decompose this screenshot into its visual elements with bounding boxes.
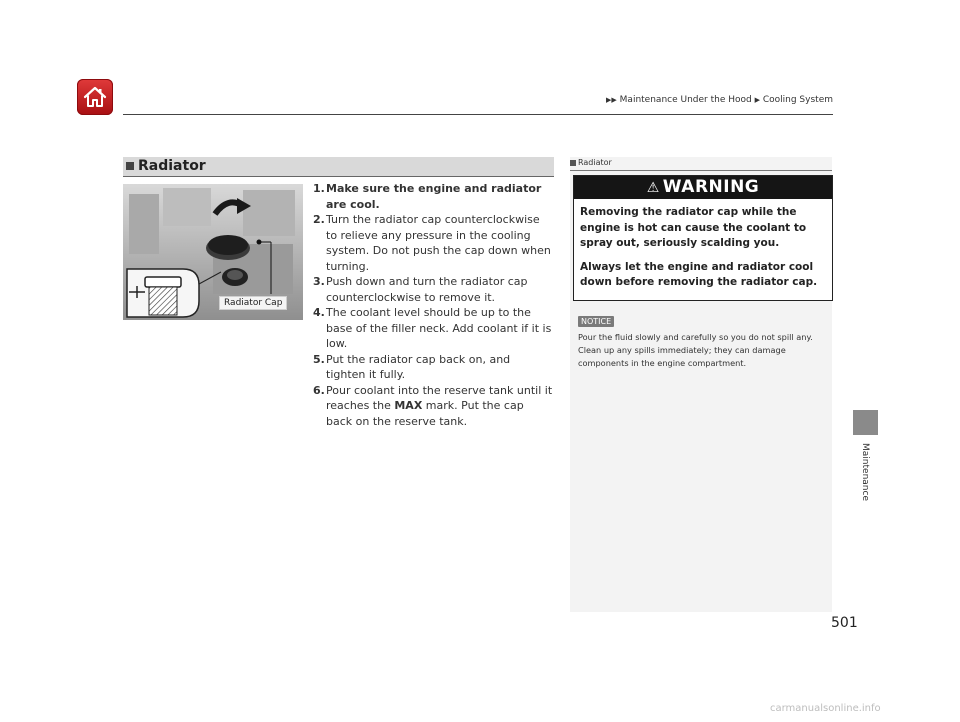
warning-box <box>573 175 833 301</box>
procedure-steps <box>313 181 553 429</box>
section-header <box>123 157 554 177</box>
warning-paragraph: Removing the radiator cap while the engine is hot can cause the coolant to spray out, seriously scalding you. <box>580 206 807 249</box>
step-item: 4. The coolant level should be up to the base of the filler neck. Add coolant if it is low. <box>313 306 552 350</box>
breadcrumb-item[interactable]: Cooling System <box>762 95 833 105</box>
arrow-icon: ▶ <box>754 96 760 104</box>
notice-text: Pour the fluid slowly and carefully so you do not spill any. Clean up any spills immediately; they can damage components in the engine compartment. <box>578 332 813 368</box>
radiator-cap-callout: Radiator Cap <box>219 296 287 310</box>
double-arrow-icon: ▶▶ <box>606 96 617 104</box>
breadcrumb-item[interactable]: Maintenance Under the Hood <box>619 95 752 105</box>
reference-marker-icon <box>570 160 576 166</box>
home-icon <box>82 84 108 110</box>
header-rule <box>123 114 833 115</box>
step-item: 5. Put the radiator cap back on, and tighten it fully. <box>313 352 511 381</box>
warning-triangle-icon: ⚠ <box>646 180 660 196</box>
breadcrumb <box>588 95 833 105</box>
reference-title: Radiator <box>578 158 612 167</box>
sidebar-reference-heading <box>570 158 832 171</box>
notice-tag: NOTICE <box>578 316 614 327</box>
step-item: 3. Push down and turn the radiator cap counterclockwise to remove it. <box>313 275 528 304</box>
home-button[interactable] <box>77 79 113 115</box>
step-item: 1. Make sure the engine and radiator are cool. <box>313 182 542 211</box>
warning-paragraph: Always let the engine and radiator cool down before removing the radiator cap. <box>580 260 818 288</box>
step-item: 6. Pour coolant into the reserve tank until it reaches the MAX mark. Put the cap back on the reserve tank. <box>313 383 553 428</box>
watermark: carmanualsonline.info <box>770 703 881 714</box>
square-bullet-icon <box>126 162 134 170</box>
warning-banner: ⚠ WARNING <box>574 176 832 199</box>
chapter-tab-label[interactable]: Maintenance <box>860 443 870 501</box>
section-title: Radiator <box>138 158 206 174</box>
page-number: 501 <box>831 615 858 631</box>
warning-text <box>574 199 832 291</box>
step-item: 2. Turn the radiator cap counterclockwise to relieve any pressure in the cooling system. Do not push the cap down when turning. <box>313 213 551 273</box>
